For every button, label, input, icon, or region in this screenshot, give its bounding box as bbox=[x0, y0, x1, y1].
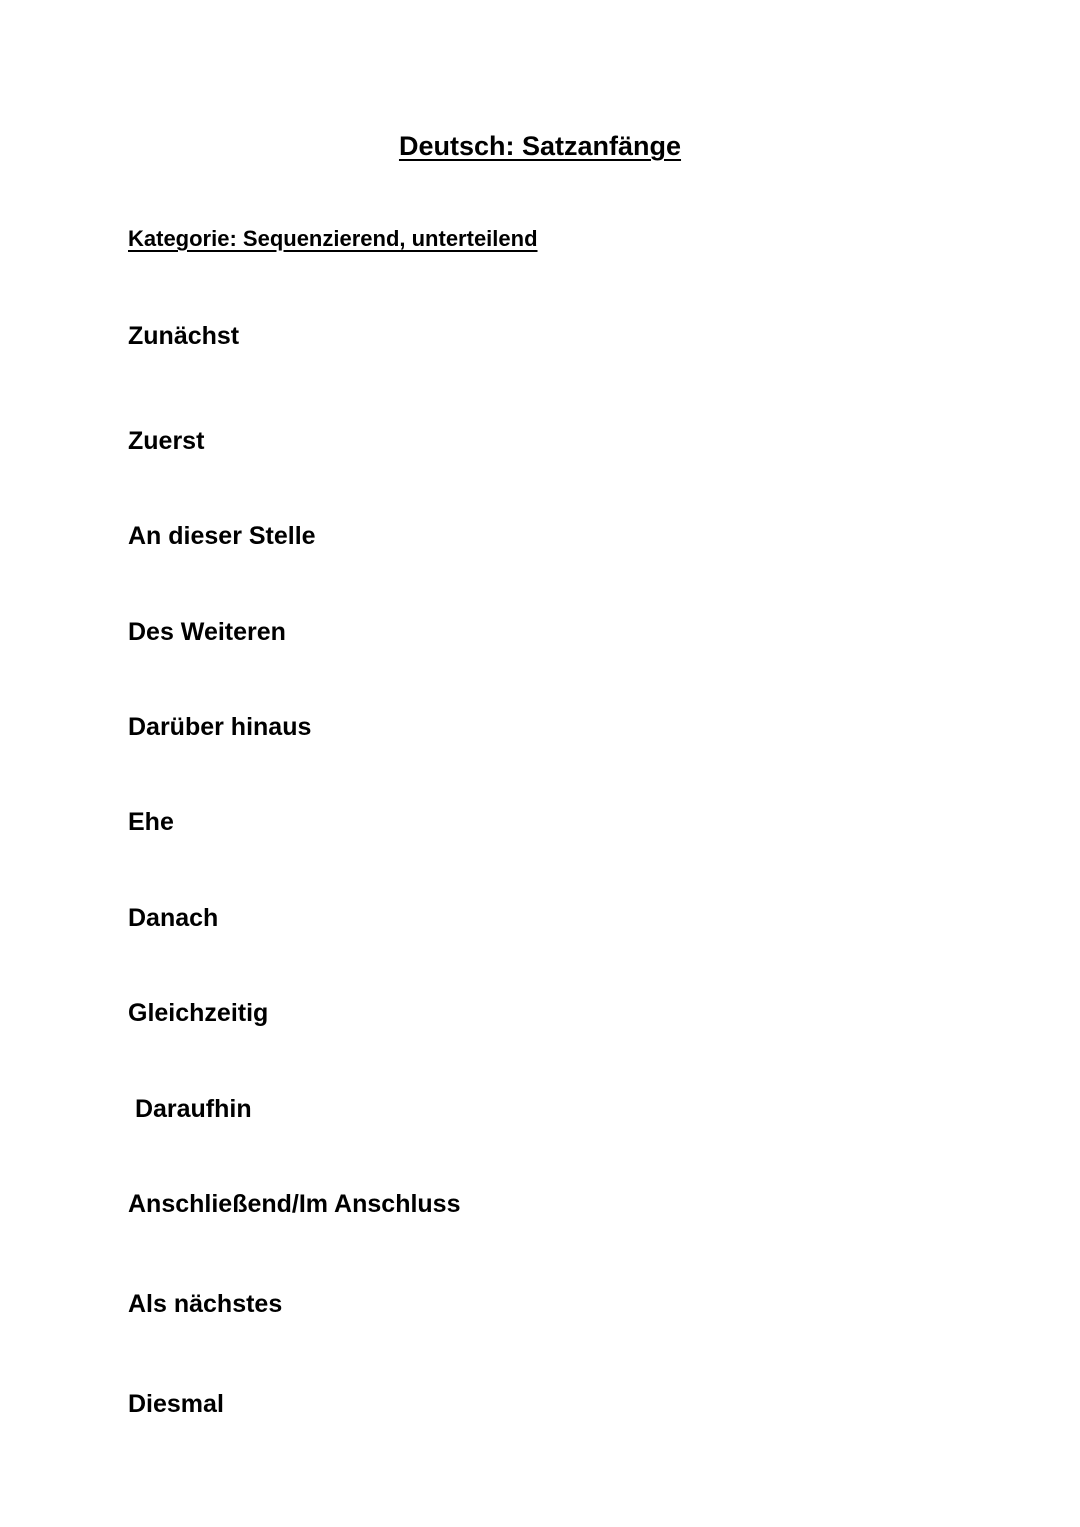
document-title bbox=[0, 128, 1080, 164]
word-item: Darüber hinaus bbox=[128, 713, 312, 741]
word-item: Zuerst bbox=[128, 427, 205, 455]
word-item: Daraufhin bbox=[128, 1095, 252, 1123]
word-item: Gleichzeitig bbox=[128, 999, 269, 1027]
word-item: An dieser Stelle bbox=[128, 522, 316, 550]
word-item: Danach bbox=[128, 904, 219, 932]
document-title-text: Deutsch: Satzanfänge bbox=[398, 131, 682, 161]
word-item: Des Weiteren bbox=[128, 618, 286, 646]
word-item: Diesmal bbox=[128, 1390, 224, 1418]
word-item: Anschließend/Im Anschluss bbox=[128, 1190, 461, 1218]
word-item: Ehe bbox=[128, 808, 174, 836]
word-item: Zunächst bbox=[128, 322, 240, 350]
category-heading: Kategorie: Sequenzierend, unterteilend bbox=[128, 226, 538, 251]
word-item: Als nächstes bbox=[128, 1290, 283, 1318]
